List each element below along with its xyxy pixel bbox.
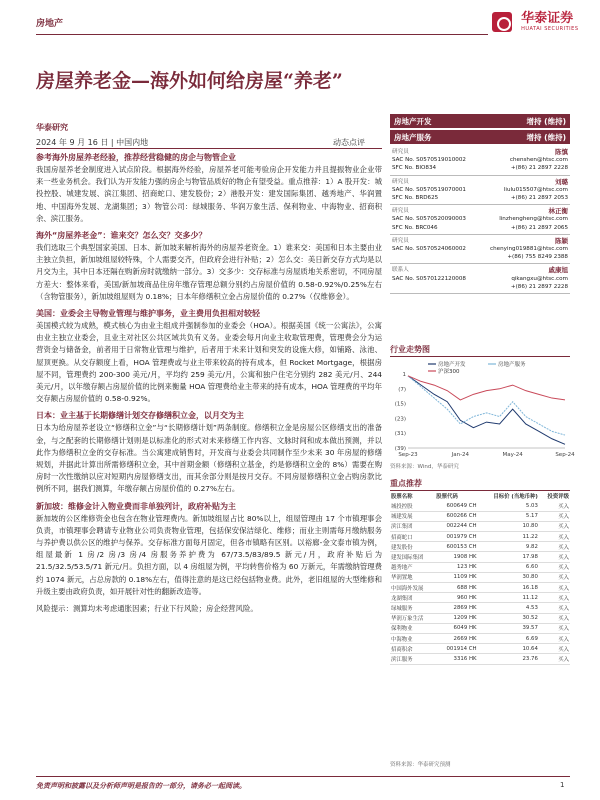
- stock-code: 688 HK: [435, 583, 477, 593]
- x-tick-label: Sep-23: [398, 452, 418, 458]
- stock-code: 1908 HK: [435, 552, 477, 562]
- stock-code: 123 HK: [435, 562, 477, 572]
- section-body: 美国模式较为成熟，模式核心为由业主组成并强制参加的业委会（HOA）。根据美国《统一公寓法》，公寓由业主独立业委会，且业主对社区公共区域共负有义务。业委会每月向业主收取管理费，管理费会分为运营资金与储备金，前者用于日常物业管理与维护，后者用于未来计划和突发的设施大修，如铺路、泳池、屋顶更换。从交存额度上看，HOA 管理费或与业主带来较高的持有成本，但 Rocket Mortgage，根据房屋不同，管理费约 200-300 美元/月，平均约 259 美元/月，公寓和独户住宅分别约 282 美元/月、244 美元/月，以年缴存额占房屋价值的比例来衡量 HOA 管理费给业主带来的持有成本，HOA 管理费的平均年交存额占房屋价值的 0.58-0.92%。: [36, 321, 382, 404]
- table-row: [390, 623, 570, 633]
- stock-code: 6049 HK: [435, 623, 477, 633]
- chart-source: 资料来源：Wind，华泰研究: [390, 464, 459, 470]
- section: [36, 308, 382, 405]
- stock-code: 1109 HK: [435, 572, 477, 582]
- y-tick-label: (39): [394, 446, 406, 452]
- analyst-card: [390, 205, 570, 235]
- table-row: [390, 633, 570, 643]
- trend-chart: [390, 360, 575, 460]
- target-price: 4.53: [478, 603, 539, 613]
- analyst-row: [392, 266, 568, 274]
- section: [36, 152, 382, 225]
- analyst-contact: +(86) 755 8249 2388: [507, 254, 568, 261]
- rating-value: 增持 (维持): [526, 117, 566, 126]
- footer-divider: [36, 776, 570, 777]
- analyst-row: [392, 164, 568, 172]
- analyst-card: [390, 146, 570, 176]
- analyst-row: [392, 237, 568, 245]
- analyst-contact: +(86) 21 2897 2065: [510, 224, 568, 231]
- trend-heading: 行业走势图: [390, 345, 430, 354]
- target-price: 23.76: [478, 654, 539, 664]
- analyst-card: [390, 176, 570, 206]
- analyst-row: [392, 253, 568, 261]
- rating: 买入: [539, 572, 570, 582]
- stock-name: 保利物业: [390, 623, 435, 633]
- stock-name: 华润置地: [390, 572, 435, 582]
- table-row: [390, 562, 570, 572]
- recommend-heading: 重点推荐: [390, 479, 422, 488]
- rating: 买入: [539, 593, 570, 603]
- stock-name: 中国海外发展: [390, 583, 435, 593]
- analyst-id: SAC No. S0570519010002: [392, 157, 466, 164]
- target-price: 10.64: [478, 644, 539, 654]
- x-tick-label: Sep-24: [555, 452, 575, 458]
- footer-disclaimer: 免责声明和披露以及分析师声明是报告的一部分，请务必一起阅读。: [36, 782, 246, 790]
- legend-label: 房地产服务: [498, 362, 526, 368]
- target-price: 6.60: [478, 562, 539, 572]
- column-header: 目标价 (当地币种): [493, 494, 538, 500]
- rating: 买入: [539, 532, 570, 542]
- stock-code: 001914 CH: [435, 644, 477, 654]
- report-title: 房屋养老金—海外如何给房屋“养老”: [36, 70, 343, 92]
- analyst-id: SAC No. S0570122120008: [392, 275, 466, 282]
- target-price: 30.80: [478, 572, 539, 582]
- left-divider: [36, 148, 382, 149]
- legend-label: 沪深300: [438, 369, 460, 375]
- analyst-contact: linzhengheng@htsc.com: [499, 216, 568, 223]
- table-row: [390, 644, 570, 654]
- rating: 买入: [539, 603, 570, 613]
- rating: 买入: [539, 613, 570, 623]
- analyst-name: 戚康旭: [548, 266, 568, 275]
- analyst-role: 研究员: [392, 178, 409, 185]
- y-tick-label: (7): [398, 386, 406, 393]
- section-body: 日本为给房屋养老设立“修缮积立金”与“长期修缮计划”两条制度。修缮积立金是房屋公区修缮支出的准备金，与之配套的长期修缮计划则是以标准化的形式对未来修缮工作内容、文脉时间和成本做出预测，并以此作为修缮积立金的交存标准。当公寓建成销售时，开发商与业委会共同制作至少未来 30 年房屋的修缮规划，并据此计算出所需修缮积立金，其中首期金额（修缮积立基金，约是修缮积立金的 8%）需要在购房时一次性缴纳以应对短期内房屋修缮支出，而其余部分则是按月交存。不同房屋修缮积立金占购房款比例所不同，据我们测算，年缴存额占房屋价值的 0.27%左右。: [36, 423, 382, 494]
- stock-code: 002244 CH: [435, 521, 477, 531]
- section: [36, 410, 382, 495]
- stock-name: 城投控股: [390, 501, 435, 511]
- rating: 买入: [539, 644, 570, 654]
- rating: 买入: [539, 511, 570, 521]
- target-price: 5.03: [478, 501, 539, 511]
- separator: |: [110, 138, 117, 147]
- stock-name: 城建发展: [390, 511, 435, 521]
- stock-code: 1209 HK: [435, 613, 477, 623]
- rating: 买入: [539, 583, 570, 593]
- rating-sector: 房地产开发: [394, 117, 432, 126]
- section-body: 我们选取三个典型国家美国、日本、新加坡来解析海外的房屋养老资金。1）谁来交：美国和日本主要由业主独立负担，新加坡组屋较特殊，个人需要交齐，但政府会进行补贴；2）怎么交：美日新交存方式均是以月交为主，其中日本还隔在购新房时就缴纳一部分。3）交多少：交存标准与房屋质地关系密切，不同房屋方差大：整体来看，美国/新加坡商品住房年缴存管理总额分别约占房屋价值的 0.58-0.92%/0.25%左右（含物管服务），新加坡组屋则为 0.18%；日本年修缮积立金占房屋价值的 0.27%（仅维修金）。: [36, 243, 382, 301]
- section-heading: 美国：业委会主导物业管理与维护事务，业主费用负担相对较轻: [36, 309, 260, 319]
- analyst-contact: liulu015507@htsc.com: [503, 186, 568, 193]
- column-header: 股票名称: [391, 494, 413, 500]
- stock-name: 中海物业: [390, 633, 435, 643]
- legend-label: 房地产开发: [438, 362, 466, 368]
- table-row: [390, 501, 570, 511]
- x-tick-label: Jan-24: [451, 452, 470, 458]
- section: [36, 230, 382, 303]
- analyst-contact: qikangxu@htsc.com: [511, 275, 568, 282]
- target-price: 17.98: [478, 552, 539, 562]
- rating: 买入: [539, 501, 570, 511]
- column-header: 股票代码: [436, 494, 458, 500]
- table-header: [390, 491, 570, 501]
- page-number: 1: [560, 781, 565, 789]
- research-org: 华泰研究: [36, 123, 68, 132]
- stock-name: 华润万象生活: [390, 613, 435, 623]
- rating: 买入: [539, 623, 570, 633]
- analyst-row: [392, 207, 568, 215]
- table-row: [390, 511, 570, 521]
- stock-name: 招商积余: [390, 644, 435, 654]
- rating-row: [390, 114, 570, 128]
- recommend-table: [390, 491, 570, 665]
- analyst-contact: +(86) 21 2897 2053: [510, 195, 568, 202]
- stock-name: 招商蛇口: [390, 532, 435, 542]
- y-tick-label: (31): [394, 431, 406, 438]
- risk-section: [36, 603, 382, 615]
- y-tick-label: (15): [394, 401, 406, 408]
- analyst-id: SAC No. S0570520090003: [392, 216, 466, 223]
- table-row: [390, 593, 570, 603]
- analyst-id: SAC No. S0570519070001: [392, 186, 466, 193]
- analyst-id: SAC No. S0570524060002: [392, 246, 466, 253]
- stock-code: 2669 HK: [435, 633, 477, 643]
- rating: 买入: [539, 633, 570, 643]
- logo-mark-icon: [492, 12, 512, 32]
- table-row: [390, 603, 570, 613]
- stock-name: 龙湖集团: [390, 593, 435, 603]
- stock-name: 建发股份: [390, 542, 435, 552]
- analyst-row: [392, 194, 568, 202]
- section-heading: 日本：业主基于长期修缮计划交存修缮积立金，以月交为主: [36, 411, 244, 421]
- analyst-contact: chenying019881@htsc.com: [490, 246, 568, 253]
- section-heading: 新加坡：维修金计入物业费而非单独列计，政府补贴为主: [36, 501, 236, 511]
- column-header: 投资评级: [547, 494, 569, 500]
- sidebar: [390, 114, 570, 294]
- series-line: [408, 376, 565, 444]
- y-tick-label: 1: [402, 372, 406, 378]
- analyst-row: [392, 283, 568, 291]
- analyst-name: 陈颖: [555, 236, 568, 245]
- analyst-name: 陈慎: [555, 148, 568, 156]
- rating: 买入: [539, 654, 570, 664]
- analyst-row: [392, 178, 568, 186]
- stock-code: 001979 CH: [435, 532, 477, 542]
- stock-name: 绿城服务: [390, 603, 435, 613]
- report-region: 中国内地: [116, 138, 149, 147]
- analyst-role: 联系人: [392, 267, 409, 274]
- stock-code: 3316 HK: [435, 654, 477, 664]
- rating: 买入: [539, 521, 570, 531]
- x-tick-label: May-24: [502, 452, 523, 458]
- logo-en-text: HUATAI SECURITIES: [521, 26, 579, 32]
- analyst-role: 研究员: [392, 149, 409, 155]
- stock-code: 2869 HK: [435, 603, 477, 613]
- analyst-row: [392, 148, 568, 156]
- doc-type: 动态点评: [333, 138, 365, 147]
- analyst-name: 刘璐: [555, 177, 568, 186]
- target-price: 11.22: [478, 532, 539, 542]
- risk-warning: 风险提示：测算均未考虑通胀因素；行业下行风险；房企经营风险。: [36, 604, 258, 614]
- analyst-contact: +(86) 21 2897 2228: [510, 283, 568, 290]
- analyst-list: [390, 146, 570, 294]
- rating-value: 增持 (维持): [526, 133, 566, 142]
- analyst-row: [392, 275, 568, 283]
- stock-code: 600649 CH: [435, 501, 477, 511]
- stock-code: 600153 CH: [435, 542, 477, 552]
- table-row: [390, 552, 570, 562]
- table-row: [390, 654, 570, 664]
- target-price: 5.17: [478, 511, 539, 521]
- analyst-id: SFC No. BRD625: [392, 195, 439, 202]
- target-price: 11.12: [478, 593, 539, 603]
- target-price: 6.69: [478, 633, 539, 643]
- analyst-name: 林正衡: [548, 207, 568, 216]
- target-price: 10.80: [478, 521, 539, 531]
- analyst-row: [392, 245, 568, 253]
- brand-logo: [492, 12, 592, 38]
- analyst-row: [392, 156, 568, 164]
- trend-divider: [390, 356, 570, 357]
- table-row: [390, 572, 570, 582]
- section-body: 我国房屋养老金制度进入试点阶段。根据海外经验，房屋养老可能考验房企开发能力并且提振物业企业带来一些业务机会。我们认为开发能力强的房企与物管品质好的物企有望受益。重点推荐：1）A 股开发：城投控股、城建发展、滨江集团、招商蛇口、建发股份；2）港股开发：建发国际集团、越秀地产、华润置地、中国海外发展、龙湖集团；3）物管公司：绿城服务、华润万象生活、保利物业、中海物业、招商积余、滨江服务。: [36, 165, 382, 223]
- table-row: [390, 532, 570, 542]
- stock-name: 滨江集团: [390, 521, 435, 531]
- date-region: [36, 137, 148, 148]
- stock-code: 960 HK: [435, 593, 477, 603]
- stock-name: 建发国际集团: [390, 552, 435, 562]
- table-row: [390, 583, 570, 593]
- target-price: 9.82: [478, 542, 539, 552]
- analyst-card: [390, 264, 570, 294]
- table-row: [390, 542, 570, 552]
- analyst-id: SFC No. BIO834: [392, 165, 437, 172]
- section-heading: 参考海外房屋养老经验，推荐经营稳健的房企与物管企业: [36, 153, 236, 162]
- analyst-id: SFC No. BRC046: [392, 224, 438, 231]
- analyst-role: 研究员: [392, 208, 409, 215]
- y-tick-label: (23): [394, 416, 406, 423]
- stock-name: 滨江服务: [390, 654, 435, 664]
- report-date: 2024 年 9 月 16 日: [36, 138, 109, 147]
- rating-row: [390, 130, 570, 144]
- analyst-row: [392, 224, 568, 232]
- table-row: [390, 613, 570, 623]
- rating-sector: 房地产服务: [394, 133, 432, 142]
- rating: 买入: [539, 542, 570, 552]
- target-price: 30.52: [478, 613, 539, 623]
- sector-tag: 房地产: [36, 19, 64, 29]
- recommend-source: 资料来源：华泰研究预测: [390, 762, 451, 768]
- analyst-contact: +(86) 21 2897 2228: [510, 165, 568, 172]
- stock-name: 越秀地产: [390, 562, 435, 572]
- section-body: 新加坡的公区维修资金也包含在物业管理费内。新加坡组屋占比 80%以上，组屋管理由 17 个市镇理事会负责，市镇理事会聘请专业物业公司负责物业管理，包括保安保洁绿化、维修；而业主则需每月缴纳服务与养护费以供公区的维护与保养。交存标准方面每月固定，但各市镇略有区别。以裕廊-金文泰市镇为例，组屋最新 1 房/2 房/3 房/4 房服务养护费为 67/73.5/83/89.5 新元/月，政府补贴后为 21.5/32.5/53.5/71 新元/月。负担方面，以 4 房组屋为例，平均转售价格为 60 万新元，年需缴纳管理费约 1074 新元，占总房款的 0.18%左右，值得注意的是这已经包括物业费。此外，老旧组屋的大型维修和升级主要由政府负责，如开展针对性的翻新改造等。: [36, 513, 382, 596]
- rating: 买入: [539, 562, 570, 572]
- analyst-card: [390, 235, 570, 265]
- report-body: [36, 152, 382, 620]
- stock-code: 600266 CH: [435, 511, 477, 521]
- analyst-role: 研究员: [392, 237, 409, 244]
- section-heading: 海外“房屋养老金”：谁来交？怎么交？交多少？: [36, 231, 207, 241]
- section: [36, 501, 382, 598]
- target-price: 39.57: [478, 623, 539, 633]
- analyst-contact: chenshen@htsc.com: [509, 157, 568, 164]
- analyst-row: [392, 215, 568, 223]
- header-divider: [36, 34, 488, 35]
- rating: 买入: [539, 552, 570, 562]
- logo-cn-text: 华泰证券: [521, 11, 574, 26]
- target-price: 16.18: [478, 583, 539, 593]
- table-row: [390, 521, 570, 531]
- analyst-row: [392, 186, 568, 194]
